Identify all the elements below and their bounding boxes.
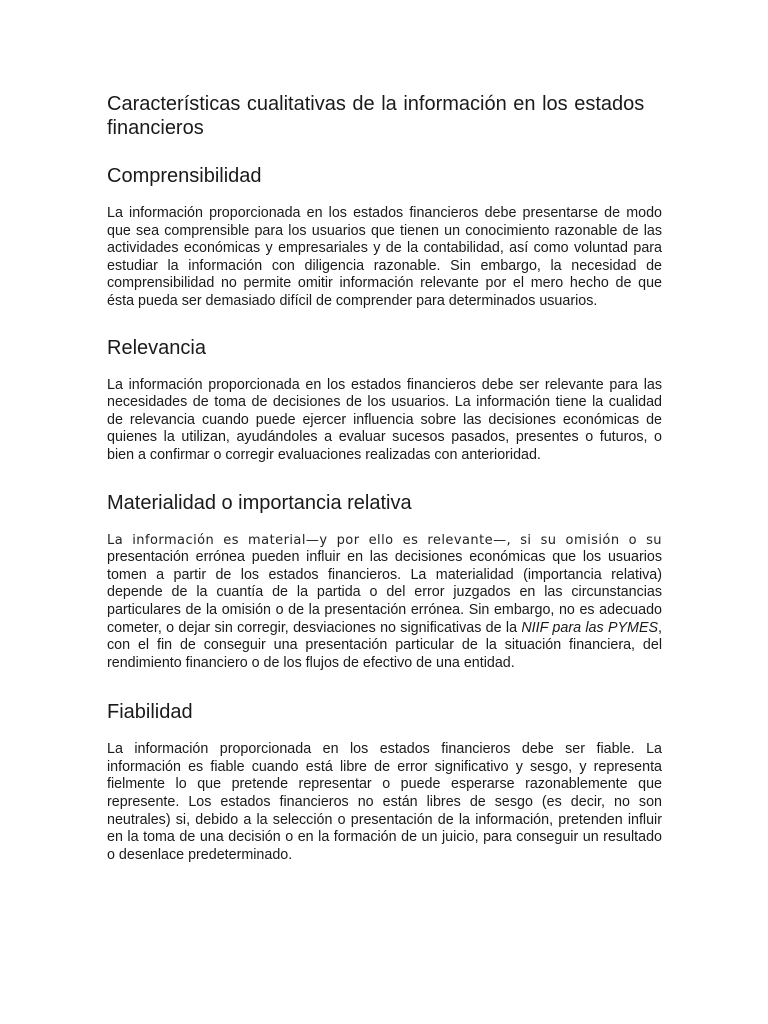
section-heading: Relevancia (107, 336, 206, 359)
section-fiabilidad (107, 700, 662, 864)
document-page (107, 92, 662, 890)
section-materialidad (107, 491, 662, 673)
section-heading: Comprensibilidad (107, 165, 262, 187)
section-heading: Fiabilidad (107, 701, 193, 724)
section-paragraph: La información proporcionada en los estados financieros debe presentarse de modo que sea comprensible para los usuarios que tienen un conocimiento razonable de las actividades económicas y empresariales y de la contabilidad, así como voluntad para estudiar la información con diligencia razonable. Sin embargo, la necesidad de comprensibilidad no permite omitir información relevante por el mero hecho de que ésta pueda ser demasiado difícil de comprender para determinados usuarios. (107, 205, 662, 309)
paragraph-text: , con el fin de conseguir una presentación particular de la situación financiera, del rendimiento financiero o de los flujos de efectivo de una entidad. (107, 619, 662, 671)
section-paragraph: La información proporcionada en los estados financieros debe ser fiable. La información es fiable cuando está libre de error significativo y sesgo, y representa fielmente lo que pretende representar o puede esperarse razonablemente que represente. Los estados financieros no están libres de sesgo (es decir, no son neutrales) si, debido a la selección o presentación de la información, pretenden influir en la toma de una decisión o en la formación de un juicio, para conseguir un resultado o desenlace predeterminado. (107, 741, 662, 863)
document-title: Características cualitativas de la información en los estados financieros (107, 93, 645, 139)
paragraph-italic-text: NIIF para las PYMES (521, 619, 659, 636)
section-relevancia (107, 336, 662, 465)
section-paragraph: La información proporcionada en los estados financieros debe ser relevante para las necesidades de toma de decisiones de los usuarios. La información tiene la cualidad de relevancia cuando puede ejercer influencia sobre las decisiones económicas de quienes la utilizan, ayudándoles a evaluar sucesos pasados, presentes o futuros, o bien a confirmar o corregir evaluaciones realizadas con anterioridad. (107, 376, 662, 463)
section-comprensibilidad (107, 164, 662, 311)
paragraph-text: presentación errónea pueden influir en las decisiones económicas que los usuarios tomen a partir de los estados financieros. La materialidad (importancia relativa) depende de la cuantía de la partida o del error juzgados en las circunstancias particulares de la omisión o de la presentación errónea. Sin embargo, no es adecuado cometer, o dejar sin corregir, desviaciones no significativas de la (107, 549, 662, 636)
section-heading: Materialidad o importancia relativa (107, 491, 412, 514)
section-paragraph (107, 532, 662, 673)
paragraph-lead-text: La información es material—y por ello es relevante—, si su omisión o su (107, 532, 662, 548)
